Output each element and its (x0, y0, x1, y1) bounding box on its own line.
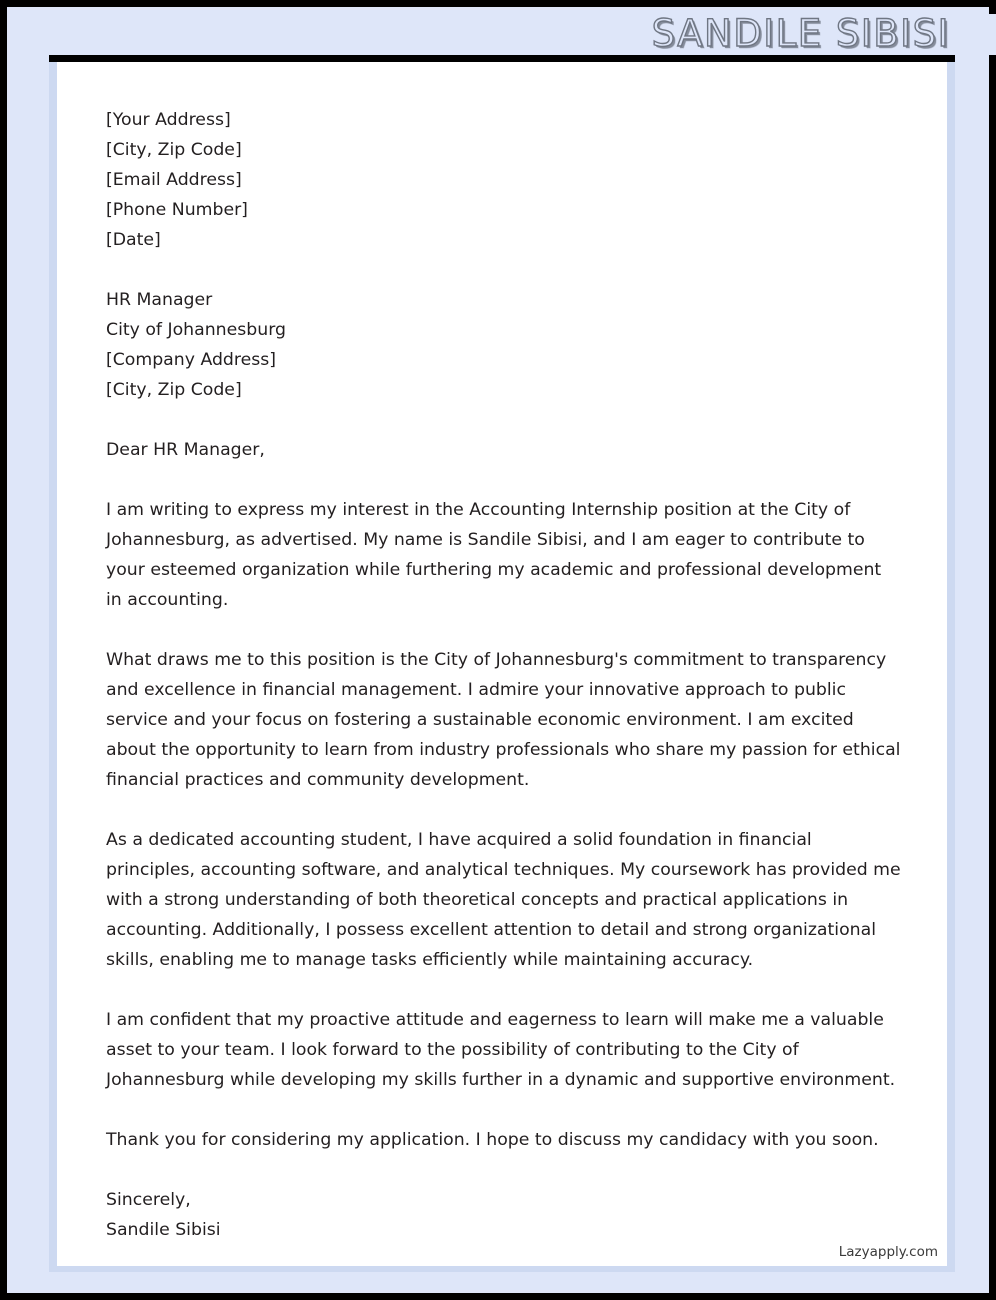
recipient-address-line: HR Manager (106, 290, 213, 310)
sheet-gutter-right (947, 62, 955, 1272)
document-header-band (14, 14, 996, 55)
letter-paragraph: I am confident that my proactive attitude and eagerness to learn will make me a valuable asset to your team. I look forward to the possibility of contributing to the City of Johannesburg while developing my skills further in a dynamic and supportive environment. (106, 1010, 896, 1090)
letter-paragraph: As a dedicated accounting student, I have acquired a solid foundation in financial principles, accounting software, and analytical techniques. My coursework has provided me with a strong understanding of both theoretical concepts and practical applications in accounting. Additionally, I possess excellent attention to detail and strong organizational skills, enabling me to manage tasks efficiently while maintaining accuracy. (106, 830, 901, 970)
watermark-label: Lazyapply.com (838, 1244, 938, 1260)
sender-address-line: [City, Zip Code] (106, 140, 242, 160)
sender-address-line: [Email Address] (106, 170, 242, 190)
sender-address-block (106, 105, 902, 255)
spacer (106, 795, 902, 825)
cover-letter-sheet (57, 62, 947, 1266)
sender-address-line: [Phone Number] (106, 200, 248, 220)
spacer (106, 465, 902, 495)
recipient-address-line: [Company Address] (106, 350, 277, 370)
spacer (106, 405, 902, 435)
spacer (106, 1155, 902, 1185)
recipient-address-line: [City, Zip Code] (106, 380, 242, 400)
page-title: SANDILE SIBISI (651, 14, 950, 55)
closing-salutation: Sincerely, (106, 1190, 191, 1210)
recipient-address-line: City of Johannesburg (106, 320, 286, 340)
header-divider-rule (49, 55, 955, 62)
sender-address-line: [Date] (106, 230, 161, 250)
spacer (106, 255, 902, 285)
recipient-address-block (106, 285, 902, 405)
sheet-gutter-bottom (49, 1266, 955, 1272)
letter-paragraph: I am writing to express my interest in the Accounting Internship position at the City of Johannesburg, as advertised. My name is Sandile Sibisi, and I am eager to contribute to your esteemed organization while furthering my academic and professional development in accounting. (106, 500, 882, 610)
signature-name: Sandile Sibisi (106, 1220, 221, 1240)
sheet-gutter-left (49, 62, 57, 1272)
spacer (106, 1095, 902, 1125)
sender-address-line: [Your Address] (106, 110, 231, 130)
spacer (106, 975, 902, 1005)
salutation: Dear HR Manager, (106, 440, 265, 460)
spacer (106, 615, 902, 645)
letter-paragraph: What draws me to this position is the City of Johannesburg's commitment to transparency and excellence in financial management. I admire your innovative approach to public service and your focus on fostering a sustainable economic environment. I am excited about the opportunity to learn from industry professionals who share my passion for ethical financial practices and community development. (106, 650, 901, 790)
letter-paragraph: Thank you for considering my application. I hope to discuss my candidacy with you soon. (106, 1130, 879, 1150)
cover-letter-body (106, 105, 902, 1245)
